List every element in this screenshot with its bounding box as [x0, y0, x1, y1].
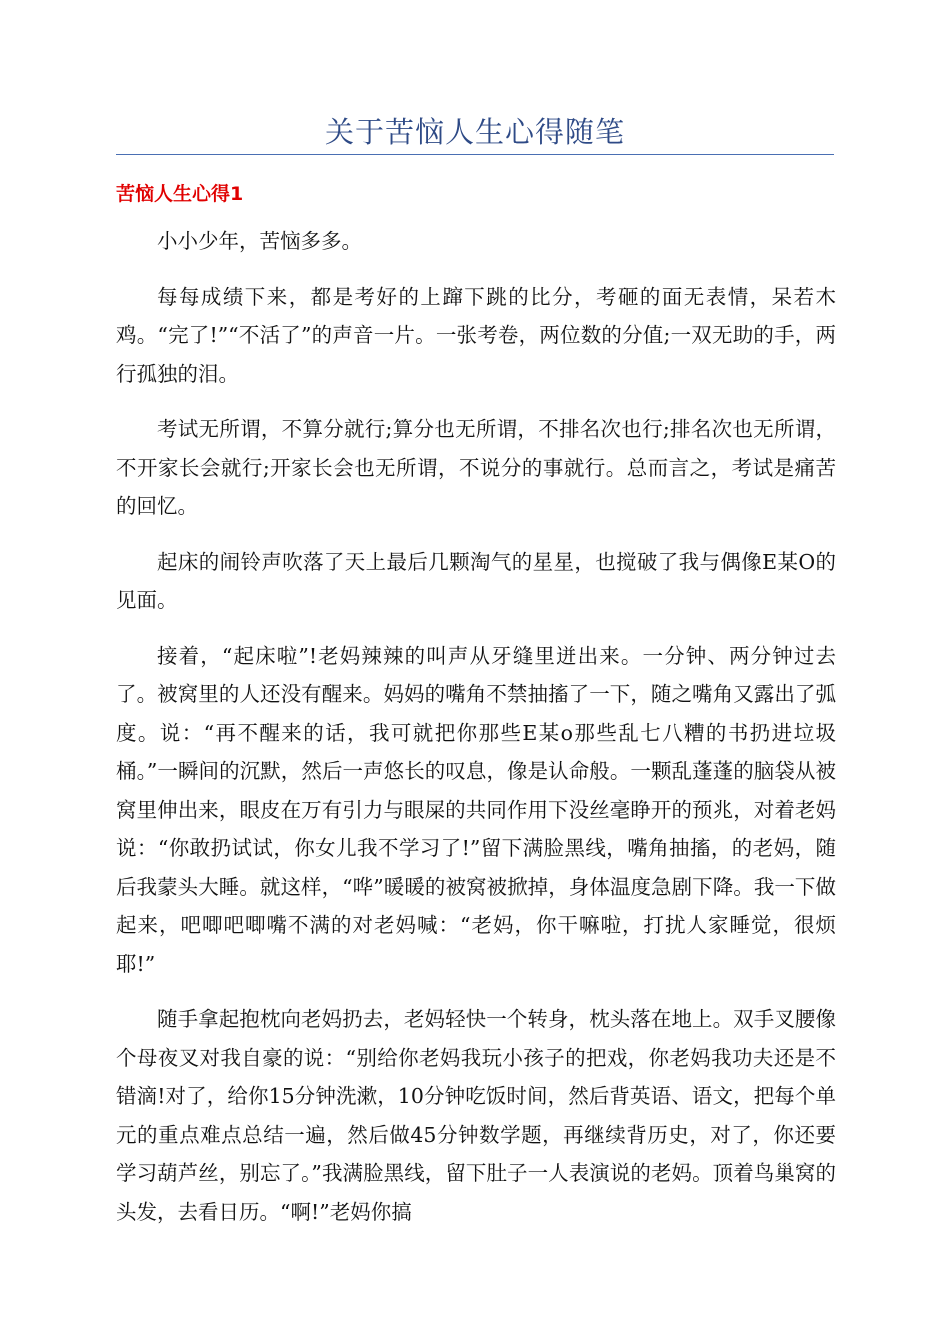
paragraph: 考试无所谓，不算分就行;算分也无所谓，不排名次也行;排名次也无所谓，不开家长会就行;开家长会也无所谓，不说分的事就行。总而言之，考试是痛苦的回忆。 — [116, 417, 836, 518]
paragraph: 每每成绩下来，都是考好的上蹿下跳的比分，考砸的面无表情，呆若木鸡。“完了!”“不活了”的声音一片。一张考卷，两位数的分值;一双无助的手，两行孤独的泪。 — [116, 284, 836, 386]
paragraph: 小小少年，苦恼多多。 — [157, 229, 362, 253]
document-title: 关于苦恼人生心得随笔 — [324, 115, 625, 149]
section-heading: 苦恼人生心得1 — [116, 183, 244, 205]
body-text — [116, 222, 836, 1248]
paragraph: 随手拿起抱枕向老妈扔去，老妈轻快一个转身，枕头落在地上。双手叉腰像个母夜叉对我自豪的说：“别给你老妈我玩小孩子的把戏，你老妈我功夫还是不错滴!对了，给你15分钟洗漱，10分钟吃饭时间，然后背英语、语文，把每个单元的重点难点总结一遍，然后做45分钟数学题，再继续背历史，对了，你还要学习葫芦丝，别忘了。”我满脸黑线，留下肚子一人表演说的老妈。顶着鸟巢窝的头发，去看日历。“啊!”老妈你搞 — [116, 1007, 836, 1224]
paragraph: 起床的闹铃声吹落了天上最后几颗淘气的星星，也搅破了我与偶像E某O的见面。 — [116, 549, 836, 612]
paragraph: 接着，“起床啦”!老妈辣辣的叫声从牙缝里迸出来。一分钟、两分钟过去了。被窝里的人还没有醒来。妈妈的嘴角不禁抽搐了一下，随之嘴角又露出了弧度。说：“再不醒来的话，我可就把你那些E某o那些乱七八糟的书扔进垃圾桶。”一瞬间的沉默，然后一声悠长的叹息，像是认命般。一颗乱蓬蓬的脑袋从被窝里伸出来，眼皮在万有引力与眼屎的共同作用下没丝毫睁开的预兆，对着老妈说：“你敢扔试试，你女儿我不学习了!”留下满脸黑线，嘴角抽搐，的老妈，随后我蒙头大睡。就这样，“哗”暖暖的被窝被掀掉，身体温度急剧下降。我一下做起来，吧唧吧唧嘴不满的对老妈喊：“老妈，你干嘛啦，打扰人家睡觉，很烦耶!” — [116, 643, 836, 976]
title-underline — [116, 154, 834, 155]
